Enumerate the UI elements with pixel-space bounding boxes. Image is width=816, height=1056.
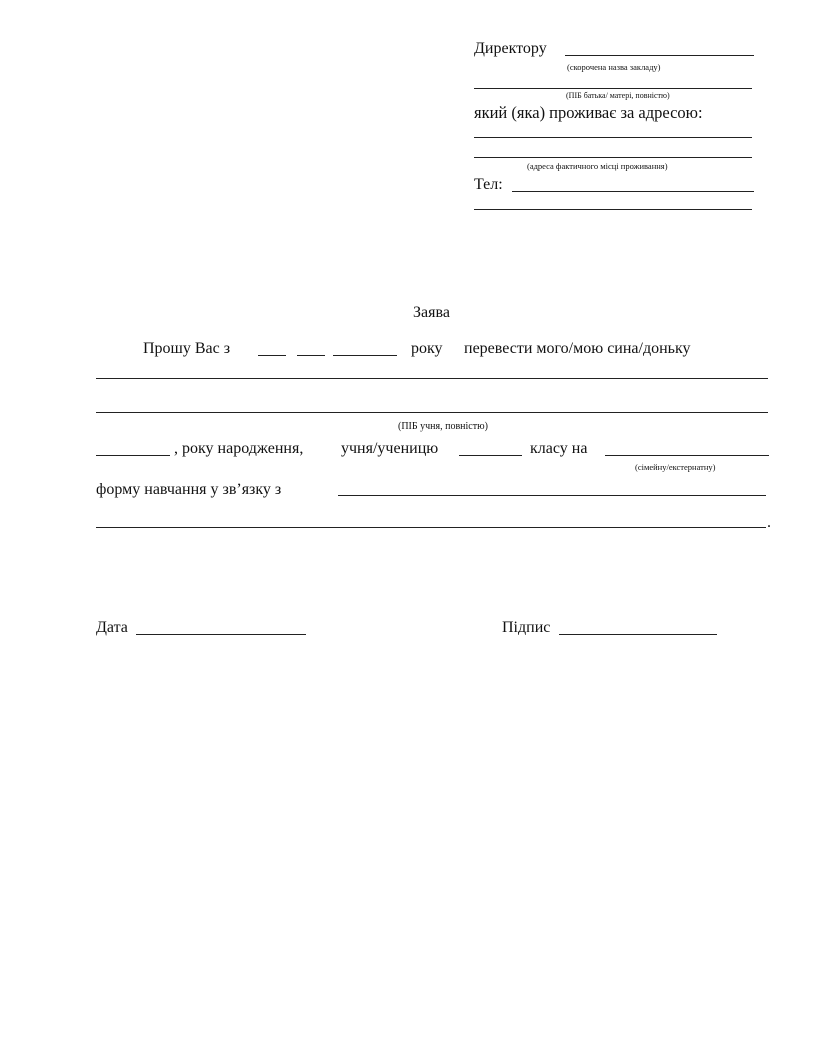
institution-caption: (скорочена назва закладу): [567, 62, 661, 72]
request-prefix: Прошу Вас з: [143, 340, 231, 357]
transfer-text: перевести мого/мою сина/доньку: [464, 340, 691, 357]
student-name-caption: (ПІБ учня, повністю): [398, 421, 488, 432]
signature-field[interactable]: [559, 634, 717, 635]
reason-field-1[interactable]: [338, 495, 766, 496]
education-form-field[interactable]: [605, 455, 769, 456]
month-field[interactable]: [297, 355, 325, 356]
day-field[interactable]: [258, 355, 286, 356]
date-label: Дата: [96, 619, 128, 636]
year-label: року: [411, 340, 443, 357]
address-field-2[interactable]: [474, 157, 752, 158]
address-field-1[interactable]: [474, 137, 752, 138]
reason-field-2[interactable]: [96, 527, 766, 528]
end-mark: .: [767, 514, 771, 531]
class-field[interactable]: [459, 455, 522, 456]
education-form-caption: (сімейну/екстернатну): [635, 462, 716, 472]
student-name-field-1[interactable]: [96, 378, 768, 379]
document-title: Заява: [413, 304, 450, 321]
phone-field[interactable]: [512, 191, 754, 192]
birth-year-field[interactable]: [96, 455, 170, 456]
reason-text: форму навчання у зв’язку з: [96, 481, 282, 498]
phone-label: Тел:: [474, 176, 503, 193]
extra-field[interactable]: [474, 209, 752, 210]
birth-text: , року народження,: [174, 440, 304, 457]
director-label: Директору: [474, 40, 547, 57]
address-label: який (яка) проживає за адресою:: [474, 103, 703, 122]
pupil-text: учня/ученицю: [341, 440, 439, 457]
parent-name-caption: (ПІБ батька/ матері, повністю): [566, 91, 670, 100]
class-text: класу на: [530, 440, 588, 457]
student-name-field-2[interactable]: [96, 412, 768, 413]
signature-label: Підпис: [502, 619, 551, 636]
date-field[interactable]: [136, 634, 306, 635]
institution-field[interactable]: [565, 55, 754, 56]
year-field[interactable]: [333, 355, 397, 356]
parent-name-field[interactable]: [474, 88, 752, 89]
address-caption: (адреса фактичного місці проживання): [527, 161, 668, 171]
